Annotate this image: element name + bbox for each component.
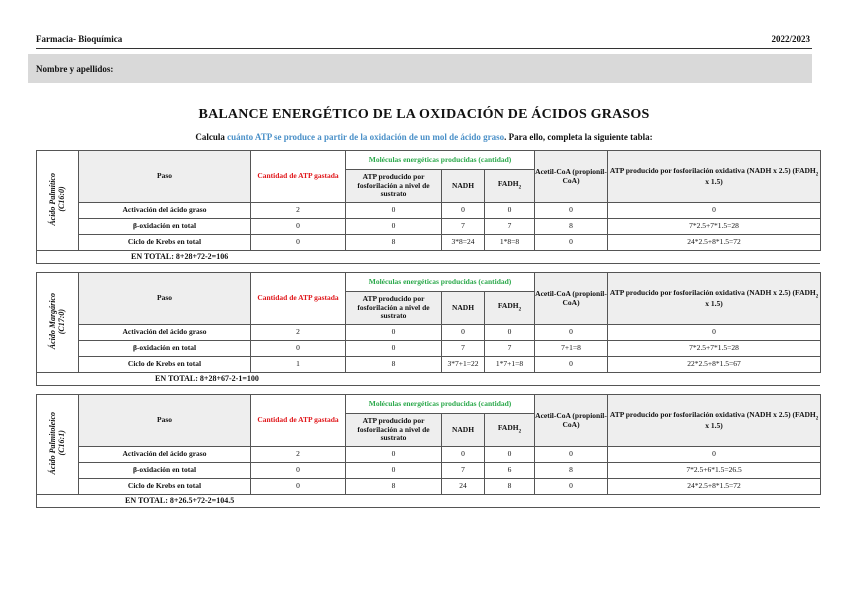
step-cell: β-oxidación en total — [79, 463, 251, 479]
acid-block — [36, 394, 820, 508]
fadh-cell[interactable]: 7 — [485, 219, 535, 235]
table-row — [37, 219, 821, 235]
step-cell: Ciclo de Krebs en total — [79, 479, 251, 495]
atp-oxidativa-header: ATP producido por fosforilación oxidativa (NADH x 2.5) ($FADH_2$ x 1.5) — [608, 395, 821, 447]
nadh-header: NADH — [442, 170, 485, 203]
energy-table — [36, 150, 821, 251]
nadh-cell[interactable]: 0 — [442, 447, 485, 463]
acetil-cell[interactable]: 0 — [535, 203, 608, 219]
paso-header: Paso — [79, 273, 251, 325]
instructions-highlight: cuánto ATP se produce a partir de la oxidación de un mol de ácido graso — [227, 132, 505, 142]
fadh-cell[interactable]: 0 — [485, 447, 535, 463]
paso-header: Paso — [79, 395, 251, 447]
atp-oxidativa-cell[interactable]: 24*2.5+8*1.5=72 — [608, 479, 821, 495]
fadh-cell[interactable]: 0 — [485, 325, 535, 341]
atp-oxidativa-cell[interactable]: 0 — [608, 203, 821, 219]
acetil-cell[interactable]: 0 — [535, 479, 608, 495]
atp-sustrato-cell[interactable]: 8 — [346, 357, 442, 373]
step-cell: Ciclo de Krebs en total — [79, 235, 251, 251]
total-row — [36, 495, 820, 508]
instructions — [0, 132, 848, 142]
atp-gastada-cell[interactable]: 0 — [251, 479, 346, 495]
atp-oxidativa-cell[interactable]: 7*2.5+7*1.5=28 — [608, 341, 821, 357]
moleculas-header: Moléculas energéticas producidas (cantidad) — [346, 395, 535, 414]
page-header — [36, 34, 812, 49]
fadh-cell[interactable]: 7 — [485, 341, 535, 357]
atp-sustrato-header: ATP producido por fosforilación a nivel de sustrato — [346, 170, 442, 203]
acetil-cell[interactable]: 7+1=8 — [535, 341, 608, 357]
moleculas-header: Moléculas energéticas producidas (cantidad) — [346, 151, 535, 170]
step-cell: Activación del ácido graso — [79, 203, 251, 219]
fadh-header: $FADH_2$ — [485, 292, 535, 325]
paso-header: Paso — [79, 151, 251, 203]
acid-label-cell: Ácido Palmitoleico (C16:1) — [37, 395, 79, 495]
atp-sustrato-cell[interactable]: 0 — [346, 463, 442, 479]
course-label: Farmacia- Bioquímica — [36, 34, 123, 44]
total-text: EN TOTAL: 8+26.5+72-2=104.5 — [125, 496, 235, 505]
fadh-cell[interactable]: 1*8=8 — [485, 235, 535, 251]
atp-oxidativa-cell[interactable]: 0 — [608, 325, 821, 341]
acid-block — [36, 272, 820, 386]
nadh-header: NADH — [442, 414, 485, 447]
atp-oxidativa-cell[interactable]: 22*2.5+8*1.5=67 — [608, 357, 821, 373]
nadh-cell[interactable]: 7 — [442, 219, 485, 235]
atp-oxidativa-cell[interactable]: 0 — [608, 447, 821, 463]
fadh-cell[interactable]: 6 — [485, 463, 535, 479]
atp-oxidativa-cell[interactable]: 7*2.5+7*1.5=28 — [608, 219, 821, 235]
atp-oxidativa-cell[interactable]: 24*2.5+8*1.5=72 — [608, 235, 821, 251]
moleculas-header: Moléculas energéticas producidas (cantidad) — [346, 273, 535, 292]
acid-block — [36, 150, 820, 264]
atp-oxidativa-header: ATP producido por fosforilación oxidativa (NADH x 2.5) ($FADH_2$ x 1.5) — [608, 273, 821, 325]
atp-gastada-cell[interactable]: 0 — [251, 235, 346, 251]
table-row — [37, 325, 821, 341]
atp-sustrato-cell[interactable]: 0 — [346, 219, 442, 235]
energy-table — [36, 272, 821, 373]
atp-gastada-cell[interactable]: 2 — [251, 447, 346, 463]
fadh-header: $FADH_2$ — [485, 414, 535, 447]
step-cell: Activación del ácido graso — [79, 447, 251, 463]
table-row — [37, 479, 821, 495]
atp-sustrato-cell[interactable]: 0 — [346, 341, 442, 357]
page-title: BALANCE ENERGÉTICO DE LA OXIDACIÓN DE ÁCIDOS GRASOS — [198, 107, 650, 122]
acetil-cell[interactable]: 8 — [535, 463, 608, 479]
total-row — [36, 373, 820, 386]
acid-label-cell: Ácido Margárico (C17:0) — [37, 273, 79, 373]
atp-sustrato-cell[interactable]: 0 — [346, 447, 442, 463]
acetil-cell[interactable]: 0 — [535, 357, 608, 373]
atp-oxidativa-cell[interactable]: 7*2.5+6*1.5=26.5 — [608, 463, 821, 479]
table-row — [37, 447, 821, 463]
academic-year: 2022/2023 — [771, 34, 810, 44]
acetil-header: Acetil-CoA (propionil-CoA) — [535, 395, 608, 447]
total-text: EN TOTAL: 8+28+67-2-1=100 — [155, 374, 259, 383]
acetil-header: Acetil-CoA (propionil-CoA) — [535, 273, 608, 325]
atp-gastada-header: Cantidad de ATP gastada — [251, 273, 346, 325]
name-field[interactable] — [28, 54, 812, 83]
atp-gastada-cell[interactable]: 0 — [251, 341, 346, 357]
nadh-cell[interactable]: 24 — [442, 479, 485, 495]
step-cell: Activación del ácido graso — [79, 325, 251, 341]
atp-gastada-cell[interactable]: 0 — [251, 219, 346, 235]
name-label: Nombre y apellidos: — [36, 64, 114, 74]
table-row — [37, 235, 821, 251]
atp-gastada-header: Cantidad de ATP gastada — [251, 395, 346, 447]
atp-sustrato-cell[interactable]: 0 — [346, 203, 442, 219]
step-cell: β-oxidación en total — [79, 219, 251, 235]
fadh-cell[interactable]: 8 — [485, 479, 535, 495]
nadh-cell[interactable]: 3*7+1=22 — [442, 357, 485, 373]
total-row — [36, 251, 820, 264]
atp-gastada-cell[interactable]: 1 — [251, 357, 346, 373]
atp-gastada-cell[interactable]: 2 — [251, 325, 346, 341]
table-row — [37, 463, 821, 479]
total-text: EN TOTAL: 8+28+72-2=106 — [131, 252, 229, 261]
step-cell: Ciclo de Krebs en total — [79, 357, 251, 373]
fadh-header: $FADH_2$ — [485, 170, 535, 203]
fadh-cell[interactable]: 1*7+1=8 — [485, 357, 535, 373]
instructions-pre: Calcula — [195, 132, 228, 142]
atp-sustrato-cell[interactable]: 8 — [346, 235, 442, 251]
atp-sustrato-header: ATP producido por fosforilación a nivel de sustrato — [346, 292, 442, 325]
acetil-cell[interactable]: 0 — [535, 325, 608, 341]
fadh-cell[interactable]: 0 — [485, 203, 535, 219]
atp-oxidativa-header: ATP producido por fosforilación oxidativa (NADH x 2.5) ($FADH_2$ x 1.5) — [608, 151, 821, 203]
nadh-cell[interactable]: 7 — [442, 341, 485, 357]
instructions-post: . Para ello, completa la siguiente tabla: — [504, 132, 653, 142]
table-row — [37, 341, 821, 357]
nadh-cell[interactable]: 0 — [442, 203, 485, 219]
atp-sustrato-cell[interactable]: 0 — [346, 325, 442, 341]
step-cell: β-oxidación en total — [79, 341, 251, 357]
atp-sustrato-cell[interactable]: 8 — [346, 479, 442, 495]
table-row — [37, 357, 821, 373]
atp-gastada-header: Cantidad de ATP gastada — [251, 151, 346, 203]
acetil-cell[interactable]: 8 — [535, 219, 608, 235]
acetil-cell[interactable]: 0 — [535, 235, 608, 251]
acid-label-cell: Ácido Palmítico (C16:0) — [37, 151, 79, 251]
nadh-cell[interactable]: 3*8=24 — [442, 235, 485, 251]
nadh-cell[interactable]: 7 — [442, 463, 485, 479]
nadh-header: NADH — [442, 292, 485, 325]
atp-gastada-cell[interactable]: 0 — [251, 463, 346, 479]
atp-sustrato-header: ATP producido por fosforilación a nivel de sustrato — [346, 414, 442, 447]
acetil-header: Acetil-CoA (propionil-CoA) — [535, 151, 608, 203]
energy-table — [36, 394, 821, 495]
table-row — [37, 203, 821, 219]
atp-gastada-cell[interactable]: 2 — [251, 203, 346, 219]
nadh-cell[interactable]: 0 — [442, 325, 485, 341]
acetil-cell[interactable]: 0 — [535, 447, 608, 463]
